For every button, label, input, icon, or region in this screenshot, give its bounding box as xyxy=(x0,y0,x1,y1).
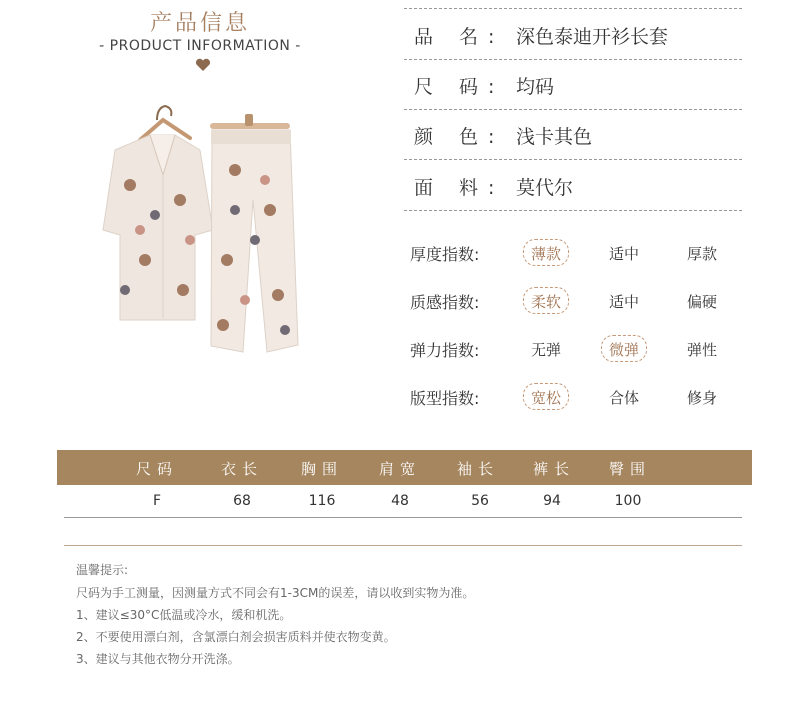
heart-icon xyxy=(195,58,211,72)
index-option: 适中 xyxy=(608,245,639,263)
size-cell: F xyxy=(152,493,162,509)
index-row-elasticity xyxy=(410,330,750,366)
index-option: 偏硬 xyxy=(686,293,717,311)
tips-item: 1、建议≤30°C低温或冷水，缓和机洗。 xyxy=(76,608,292,622)
size-table-border xyxy=(64,517,742,518)
info-label: 面 料: xyxy=(414,177,505,199)
size-header-cell: 肩宽 xyxy=(378,460,421,478)
info-label: 尺 码: xyxy=(414,76,505,98)
index-option: 无弹 xyxy=(530,341,561,359)
size-cell: 100 xyxy=(614,493,642,509)
tips-item: 尺码为手工测量，因测量方式不同会有1-3CM的误差，请以收到实物为准。 xyxy=(76,586,475,600)
product-image xyxy=(95,90,315,385)
index-option-selected: 微弹 xyxy=(594,339,654,360)
info-value: 深色泰迪开衫长套 xyxy=(516,26,669,48)
size-table-header xyxy=(57,450,752,485)
table-row xyxy=(57,485,752,517)
index-option-selected: 柔软 xyxy=(516,291,576,312)
tips-item: 2、不要使用漂白剂，含氯漂白剂会损害质料并使衣物变黄。 xyxy=(76,630,396,644)
divider xyxy=(64,545,742,546)
index-option: 合体 xyxy=(608,389,639,407)
size-header-cell: 胸围 xyxy=(300,460,343,478)
index-label: 弹力指数: xyxy=(410,341,480,360)
index-option: 适中 xyxy=(608,293,639,311)
size-cell: 48 xyxy=(391,493,409,509)
info-row-name xyxy=(404,9,742,60)
size-cell: 56 xyxy=(471,493,489,509)
info-label: 颜 色: xyxy=(414,126,505,148)
size-header-cell: 裤长 xyxy=(532,460,575,478)
tips-title: 温馨提示: xyxy=(76,563,129,577)
info-row-color xyxy=(404,109,742,160)
index-label: 版型指数: xyxy=(410,389,480,408)
index-row-fit xyxy=(410,378,750,414)
size-header-cell: 袖长 xyxy=(456,460,499,478)
index-row-texture xyxy=(410,282,750,318)
size-header-cell: 衣长 xyxy=(220,460,263,478)
tips-item: 3、建议与其他衣物分开洗涤。 xyxy=(76,652,240,666)
index-label: 厚度指数: xyxy=(410,245,480,264)
index-option: 弹性 xyxy=(686,341,717,359)
index-option: 修身 xyxy=(686,389,717,407)
index-row-thickness xyxy=(410,234,750,270)
info-value: 均码 xyxy=(516,76,555,98)
size-cell: 68 xyxy=(233,493,251,509)
index-option: 厚款 xyxy=(686,245,717,263)
info-row-fabric xyxy=(404,160,742,211)
info-row-size xyxy=(404,59,742,110)
size-header-cell: 尺码 xyxy=(135,460,178,478)
index-option-selected: 宽松 xyxy=(516,387,576,408)
section-title: 产品信息 xyxy=(149,11,250,36)
index-option-selected: 薄款 xyxy=(516,243,576,264)
index-label: 质感指数: xyxy=(410,293,480,312)
section-subtitle: - PRODUCT INFORMATION - xyxy=(99,38,301,54)
size-cell: 94 xyxy=(543,493,561,509)
info-value: 莫代尔 xyxy=(516,177,574,199)
size-cell: 116 xyxy=(308,493,336,509)
size-header-cell: 臀围 xyxy=(608,460,651,478)
info-value: 浅卡其色 xyxy=(516,126,593,148)
info-label: 品 名: xyxy=(414,26,505,48)
